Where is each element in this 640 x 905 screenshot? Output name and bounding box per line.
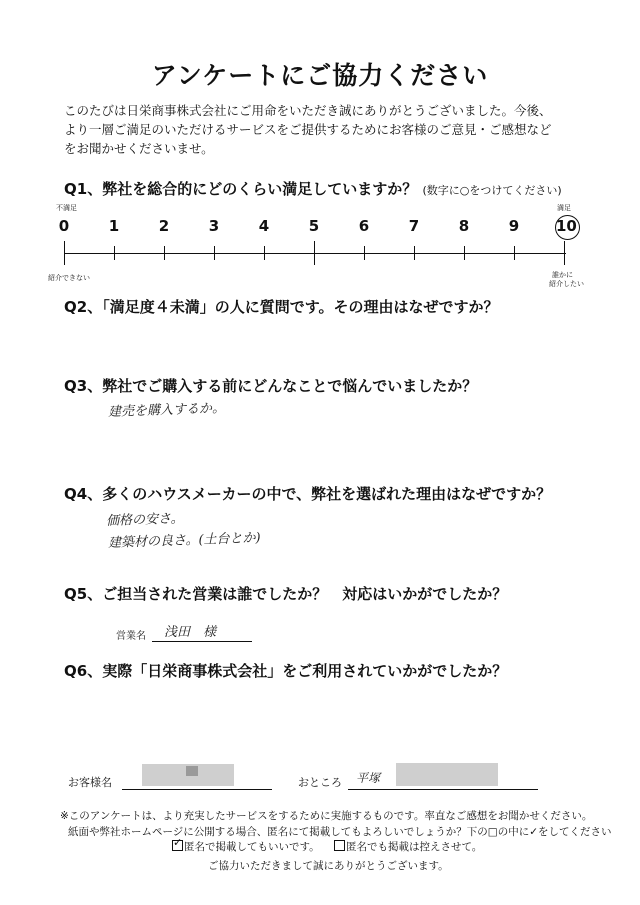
question-4: Q4、多くのハウスメーカーの中で、弊社を選ばれた理由はなぜですか？ — [64, 485, 552, 503]
question-3-answer: 建売を購入するか。 — [107, 400, 226, 420]
scale-label-recommend-1: 誰かに — [552, 271, 573, 279]
option-anonymous-ok-label: 匿名で掲載してもいいです。 — [184, 841, 320, 853]
scale-number-7[interactable]: 7 — [408, 217, 420, 235]
question-4-answer-2: 建築材の良さ。(土台とか) — [107, 530, 261, 551]
scale-label-dissatisfied: 不満足 — [56, 204, 77, 212]
question-1 — [64, 178, 562, 199]
sales-name-underline — [152, 641, 252, 642]
scale-tick — [64, 241, 65, 265]
question-3: Q3、弊社でご購入する前にどんなことで悩んでいましたか？ — [64, 377, 478, 395]
address-underline — [348, 789, 538, 790]
sales-name-label: 営業名 — [116, 631, 146, 642]
sales-name-value: 浅田 様 — [164, 625, 217, 640]
scale-number-9[interactable]: 9 — [508, 217, 520, 235]
scale-number-1[interactable]: 1 — [108, 217, 120, 235]
customer-name-redacted-dark — [186, 766, 198, 776]
check-mark-icon: ✓ — [173, 836, 183, 849]
scale-tick — [414, 246, 415, 260]
option-anonymous-no[interactable] — [334, 839, 482, 854]
intro-line-2: より一層ご満足のいただけるサービスをご提供するためにお客様のご意見・ご感想など — [64, 122, 552, 137]
selected-score-circle — [555, 215, 580, 240]
scale-label-recommend-2: 紹介したい — [549, 280, 584, 288]
scale-number-10[interactable]: 10 — [556, 217, 577, 235]
option-anonymous-no-label: 匿名でも掲載は控えさせて。 — [346, 841, 483, 853]
scale-number-3[interactable]: 3 — [208, 217, 220, 235]
address-label: おところ — [298, 776, 342, 789]
scale-tick — [564, 241, 565, 265]
customer-name-underline — [122, 789, 272, 790]
address-redacted — [396, 763, 498, 786]
scale-line — [64, 253, 566, 254]
checkbox-anonymous-ok[interactable] — [172, 836, 183, 851]
notice-line-2: 紙面や弊社ホームページに公開する場合、匿名にて掲載してもよろしいでしょうか？下の□の中に✓をしてください — [68, 826, 612, 838]
scale-tick — [364, 246, 365, 260]
address-value: 平塚 — [356, 771, 381, 785]
scale-number-4[interactable]: 4 — [258, 217, 270, 235]
intro-line-1: このたびは日栄商事株式会社にご用命をいただき誠にありがとうございました。今後、 — [64, 103, 552, 118]
scale-tick — [264, 246, 265, 260]
scale-tick — [114, 246, 115, 260]
customer-name-label: お客様名 — [68, 776, 112, 789]
question-1-note: (数字に○をつけてください) — [422, 184, 562, 197]
scale-number-8[interactable]: 8 — [458, 217, 470, 235]
question-6: Q6、実際「日栄商事株式会社」をご利用されていかがでしたか？ — [64, 662, 508, 680]
scale-tick — [314, 241, 315, 265]
scale-tick — [214, 246, 215, 260]
intro-line-3: をお聞かせくださいませ。 — [64, 141, 214, 156]
question-4-answer-1: 価格の安さ。 — [105, 511, 184, 529]
checkbox-anonymous-no[interactable] — [334, 840, 345, 851]
option-anonymous-ok[interactable] — [172, 836, 320, 854]
notice-line-1: ※このアンケートは、より充実したサービスをするために実施するものです。率直なご感想をお聞かせください。 — [60, 810, 593, 822]
page-title: アンケートにご協力ください — [151, 61, 489, 90]
scale-number-0[interactable]: 0 — [58, 217, 70, 235]
scale-tick — [464, 246, 465, 260]
scale-tick — [164, 246, 165, 260]
scale-label-no-recommend: 紹介できない — [48, 274, 90, 282]
question-5: Q5、ご担当された営業は誰でしたか？ 対応はいかがでしたか？ — [64, 585, 508, 603]
scale-label-satisfied: 満足 — [557, 204, 571, 212]
scale-number-6[interactable]: 6 — [358, 217, 370, 235]
scale-tick — [514, 246, 515, 260]
scale-number-5[interactable]: 5 — [308, 217, 320, 235]
thanks-message: ご協力いただきまして誠にありがとうございます。 — [208, 860, 449, 872]
scale-number-2[interactable]: 2 — [158, 217, 170, 235]
question-1-text: Q1、弊社を総合的にどのくらい満足していますか？ — [64, 180, 418, 198]
question-2: Q2、「満足度４未満」の人に質問です。その理由はなぜですか？ — [64, 298, 499, 316]
